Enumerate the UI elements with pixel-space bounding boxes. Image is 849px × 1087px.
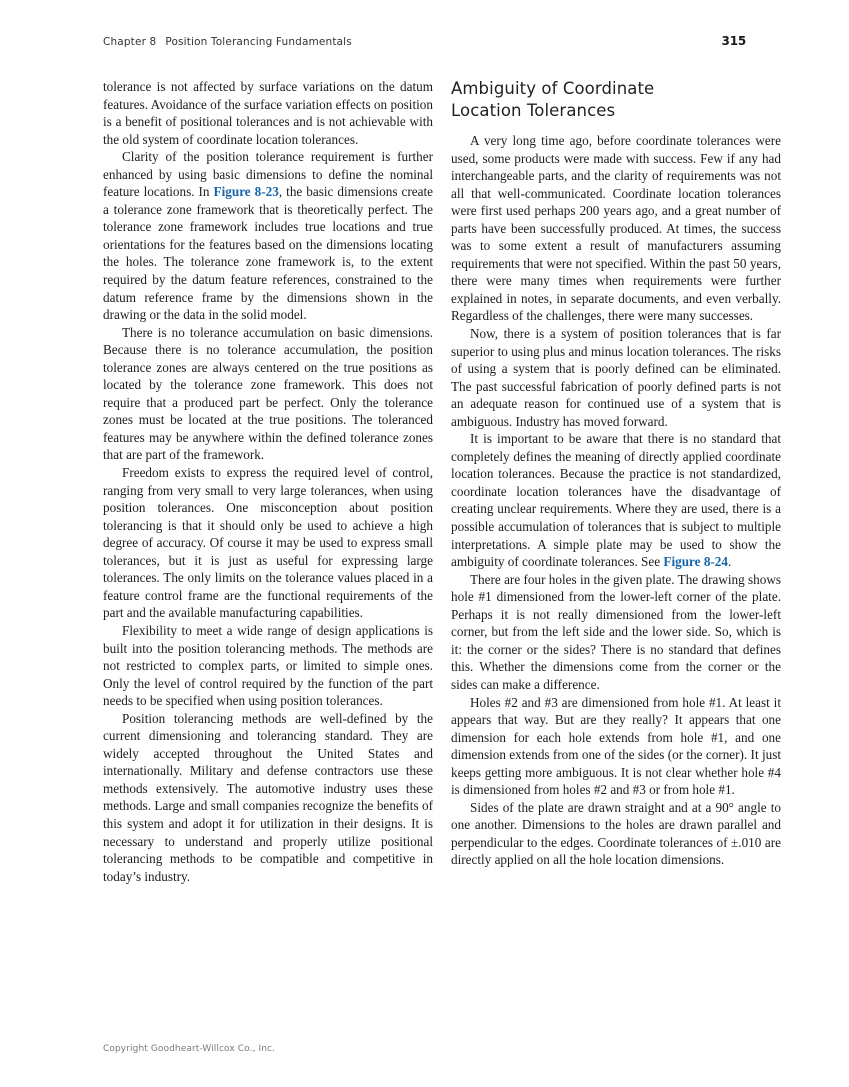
right-column [451,78,781,1008]
paragraph-text: There is no tolerance accumulation on basic dimensions. Because there is no tolerance accumulation, the position tolerance zones are always centered on the true positions as located by the tolerance zone framework. This does not require that a produced part be perfect. Only the tolerance zones must be located at the true positions. The toleranced features may be anywhere within the defined tolerance zones that are part of the framework. [103,324,433,463]
paragraph-text: Sides of the plate are drawn straight and at a 90° angle to one another. Dimensions to the holes are drawn parallel and perpendicular to the edges. Coordinate tolerances of ±.010 are directly applied on all the hole location dimensions. [451,799,781,868]
page-number: 315 [721,34,746,48]
paragraph [451,325,781,430]
running-head [103,34,746,52]
footer-copyright: Copyright Goodheart-Willcox Co., Inc. [103,1044,276,1054]
paragraph-text: tolerance is not affected by surface variations on the datum features. Avoidance of the surface variation effects on position is a benefit of positional tolerances and is not achievable with the old system of coordinate location tolerances. [103,79,433,147]
section-heading-line-1: Ambiguity of Coordinate [451,79,655,98]
paragraph-text: Now, there is a system of position tolerances that is far superior to using plus and minus location tolerances. The risks of using a system that is poorly defined can be eliminated. The past successful fabrication of poorly defined parts is not an adequate reason for continued use of a system that is ambiguous. Industry has moved forward. [451,326,781,429]
section-heading [451,78,781,121]
section-heading-line-2: Location Tolerances [451,100,616,120]
paragraph-text: , the basic dimensions create a tolerance zone framework that is theoretically perfect. The tolerance zone framework includes true locations and true orientations for the features based on the dimensions locating the holes. The tolerance zone framework is, to the extent required by the datum feature references, constrained to the datum reference frame by the dimensions shown in the drawing or the data in the solid model. [103,184,433,323]
paragraph-text: Holes #2 and #3 are dimensioned from hole #1. At least it appears that way. But are they really? It appears that one dimension for each hole extends from hole #1, and one dimension extends from one of the sides (or the corner). It just keeps getting more ambiguous. It is not clear whether hole #4 is dimensioned from holes #2 and #3 or from hole #1. [451,694,781,798]
paragraph [103,622,433,710]
paragraph [103,148,433,323]
body-columns [103,78,790,1008]
paragraph [451,799,781,869]
figure-reference-link[interactable]: Figure 8-24 [663,554,728,570]
paragraph-text: It is important to be aware that there is no standard that completely defines the meaning of directly applied coordinate location tolerances. Because the practice is not standardized, coordinate location tolerances have the disadvantage of creating unclear requirements. Where they are used, there is a possible accumulation of tolerances that is subject to multiple interpretations. A simple plate may be used to show the ambiguity of coordinate tolerances. See [451,431,781,570]
paragraph-text: A very long time ago, before coordinate tolerances were used, some products were made with success. Few if any had interchangeable parts, and the clarity of requirements was not all that well-communicated. Coordinate location tolerances were first used perhaps 200 years ago, and a great number of parts have been successfully produced. At times, the success was to some extent a result of manufacturers assuming requirements that were not specified. Within the past 50 years, there were many times when requirements were further explained in notes, in separate documents, and even verbally. Regardless of the challenges, there were many successes. [451,133,781,324]
paragraph [451,132,781,325]
chapter-title: Position Tolerancing Fundamentals [165,36,352,48]
paragraph-text: Clarity of the position tolerance requirement is further enhanced by using basic dimensions to define the nominal feature locations. In [103,149,433,200]
paragraph [103,464,433,622]
paragraph [451,571,781,694]
paragraph [103,324,433,464]
paragraph-text: Freedom exists to express the required level of control, ranging from very small to very large tolerances, when using position tolerances. One misconception about position tolerancing is that it should only be used to achieve a high degree of accuracy. Of course it may be used to express small tolerances, but it is just as useful for expressing large tolerances. The only limits on the tolerance values placed in a feature control frame are the functional requirements of the part and the available manufacturing capabilities. [103,465,433,621]
paragraph [103,78,433,148]
figure-reference-link[interactable]: Figure 8-23 [213,184,279,200]
paragraph [451,694,781,799]
paragraph-text: . [728,554,732,570]
paragraph-text: Flexibility to meet a wide range of design applications is built into the position tolerancing methods. The methods are not restricted to complex parts, or limited to simple ones. Only the level of control required by the function of the part needs to be specified when using position tolerances. [103,622,433,709]
paragraph-text: Position tolerancing methods are well-defined by the current dimensioning and tolerancing standard. They are widely accepted throughout the United States and internationally. Military and defense contractors use these methods extensively. The automotive industry uses these methods. Large and small companies recognize the benefits of this system and adopt it for utilization in their designs. It is necessary to understand and properly utilize positional tolerancing methods to be compatible and competitive in today’s industry. [103,710,433,884]
paragraph [451,430,781,570]
chapter-label: Chapter 8 [103,36,157,48]
left-column [103,78,433,1008]
running-head-title [103,36,352,48]
paragraph-text: There are four holes in the given plate. The drawing shows hole #1 dimensioned from the lower-left corner of the plate. Perhaps it is not really dimensioned from the lower-left corner, but from the left side and the lower side. So, which is it: the corner or the sides? There is no standard that defines this. Whether the dimensions come from the corner or the sides can make a difference. [451,571,781,692]
paragraph [103,710,433,885]
